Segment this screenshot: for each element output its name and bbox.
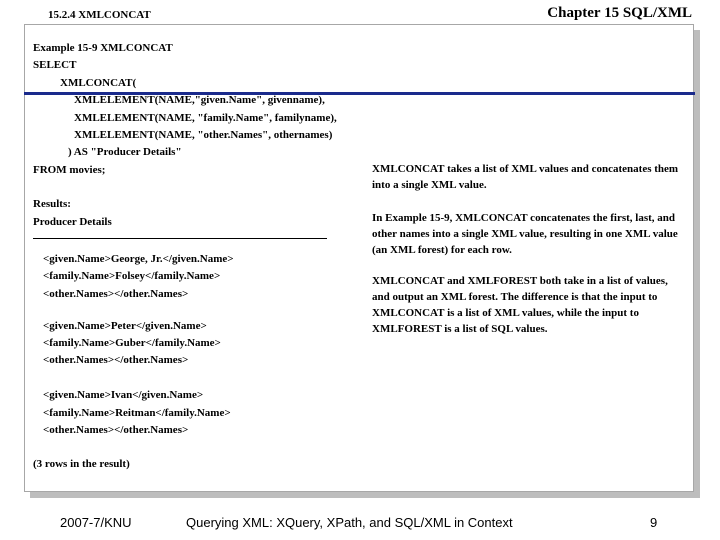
results-header-rule <box>33 238 327 239</box>
sql-line: XMLCONCAT( <box>60 77 137 89</box>
sql-line: XMLELEMENT(NAME,"given.Name", givenname), <box>74 94 325 106</box>
footer-title: Querying XML: XQuery, XPath, and SQL/XML in Context <box>186 515 513 530</box>
sql-line: ) AS "Producer Details" <box>68 146 182 158</box>
result-line: <family.Name>Folsey</family.Name> <box>43 270 221 282</box>
section-heading: 15.2.4 XMLCONCAT <box>48 9 151 21</box>
result-line: <given.Name>Peter</given.Name> <box>43 320 207 332</box>
footer-date: 2007-7/KNU <box>60 515 132 530</box>
note-paragraph: XMLCONCAT takes a list of XML values and concatenates them into a single XML value. <box>372 163 679 191</box>
result-count: (3 rows in the result) <box>33 458 130 470</box>
results-column-header: Producer Details <box>33 216 112 228</box>
note-paragraph: XMLCONCAT and XMLFOREST both take in a list of values, and output an XML forest. The difference is that the input to XMLCONCAT is a list of XML values, while the input to XMLFOREST is a list of SQL values. <box>372 275 668 335</box>
sql-line: XMLELEMENT(NAME, "family.Name", familyname), <box>74 112 337 124</box>
note-paragraph: In Example 15-9, XMLCONCAT concatenates the first, last, and other names into a single XML value, resulting in one XML value (an XML forest) for each row. <box>372 212 678 256</box>
page-number: 9 <box>650 515 658 530</box>
example-title: Example 15-9 XMLCONCAT <box>33 42 173 54</box>
result-line: <family.Name>Guber</family.Name> <box>43 337 221 349</box>
sql-line: FROM movies; <box>33 164 106 176</box>
result-line: <other.Names></other.Names> <box>43 354 189 366</box>
sql-line: SELECT <box>33 59 77 71</box>
chapter-title: Chapter 15 SQL/XML <box>547 5 692 21</box>
results-label: Results: <box>33 198 71 210</box>
result-line: <family.Name>Reitman</family.Name> <box>43 407 231 419</box>
result-line: <other.Names></other.Names> <box>43 424 189 436</box>
result-line: <other.Names></other.Names> <box>43 288 189 300</box>
result-line: <given.Name>George, Jr.</given.Name> <box>43 253 234 265</box>
sql-line: XMLELEMENT(NAME, "other.Names", othernames) <box>74 129 333 141</box>
result-line: <given.Name>Ivan</given.Name> <box>43 389 204 401</box>
